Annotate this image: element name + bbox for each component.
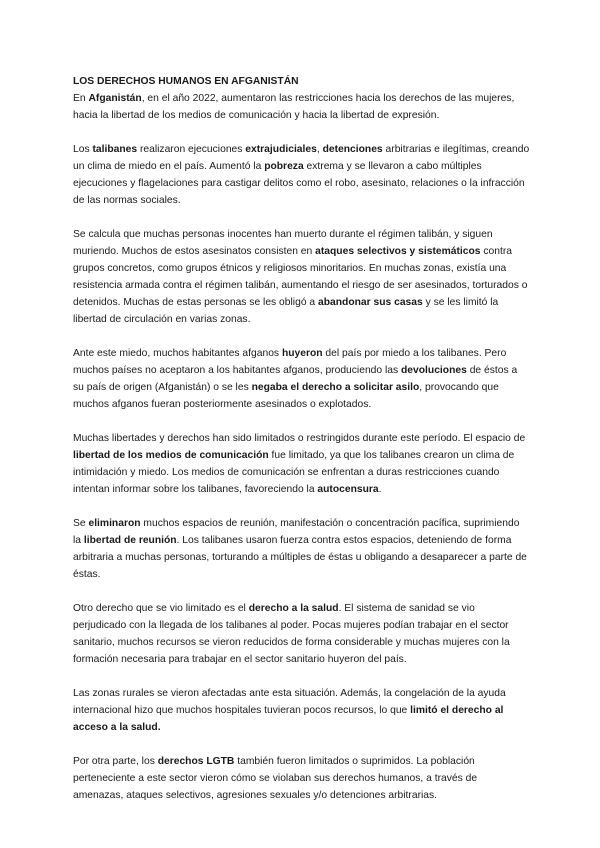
text-run: también fueron limitados o suprimidos. La población perteneciente a este sector vieron cómo se violaban sus derechos humanos, a través de amenazas, ataques selectivos, agresiones sexuales y/o detenciones arbitrarias. [73,756,478,801]
text-run: . Los talibanes usaron fuerza contra estos espacios, deteniendo de forma arbitraria a muchas personas, torturando a múltiples de éstas u obligando a desaparecer a parte de éstas. [73,535,527,580]
bold-text: talibanes [92,144,138,155]
text-run: Las zonas rurales se vieron afectadas ante esta situación. Además, la congelación de la ayuda internacional hizo que muchos hospitales tuvieran pocos recursos, lo que [73,688,506,716]
paragraph-3 [73,226,530,328]
paragraph-7 [73,600,530,668]
paragraph-4 [73,345,530,413]
text-run: muchos espacios de reunión, manifestación o concentración pacífica, suprimiendo la [73,518,520,546]
bold-text: libertad de los medios de comunicación [73,450,269,461]
bold-text: pobreza [264,161,304,172]
bold-text: huyeron [281,348,323,359]
bold-text: derechos LGTB [157,756,235,767]
text-run: Se calcula que muchas personas inocentes han muerto durante el régimen talibán, y siguen muriendo. Muchos de estos asesinatos consisten en [73,229,493,257]
text-run: En [73,93,89,104]
bold-text: eliminaron [88,518,141,529]
bold-text: Afganistán [88,93,142,104]
bold-text: ataques selectivos y sistemáticos [315,246,481,257]
paragraph-1 [73,90,530,124]
text-run: extrema y se llevaron a cabo múltiples ejecuciones y flagelaciones para castigar delitos como el robo, asesinato, relaciones o la infracción de las normas sociales. [73,161,525,206]
text-run: , en el año 2022, aumentaron las restricciones hacia los derechos de las mujeres, hacia la libertad de los medios de comunicación y hacia la libertad de expresión. [73,93,515,121]
text-run: Muchas libertades y derechos han sido limitados o restringidos durante este período. El espacio de [73,433,526,444]
bold-text: devoluciones [401,365,467,376]
paragraph-2 [73,141,530,209]
text-run: . [378,484,382,495]
text-run: realizaron ejecuciones [137,144,246,155]
text-run: Otro derecho que se vio limitado es el [73,603,249,614]
text-run: arbitrarias e ilegítimas, creando un clima de miedo en el país. Aumentó la [73,144,530,172]
text-run: Se [73,518,89,529]
text-run: Ante este miedo, muchos habitantes afganos [73,348,282,359]
text-run: contra grupos concretos, como grupos étnicos y religiosos minoritarios. En muchas zonas, existía una resistencia armada contra el régimen talibán, aumentando el riesgo de ser asesinados, torturados o detenidos. Muchas de estas personas se les obligó a [73,246,528,308]
bold-text: detenciones [322,144,383,155]
paragraph-9 [73,753,530,804]
text-run: , provocando que muchos afganos fueran posteriormente asesinados o explotados. [73,382,499,410]
text-run: fue limitado, ya que los talibanes crearon un clima de intimidación y miedo. Los medios de comunicación se enfrentan a duras restricciones cuando intentan informar sobre los talibanes, favoreciendo la [73,450,515,495]
text-run: Por otra parte, los [73,756,158,767]
bold-text: abandonar sus casas [318,297,423,308]
bold-text: limitó el derecho al acceso a la salud. [73,705,504,733]
bold-text: extrajudiciales [245,144,317,155]
text-run: de éstos a su país de origen (Afganistán) o se les [73,365,518,393]
text-run: y se les limitó la libertad de circulación en varias zonas. [73,297,499,325]
paragraph-8 [73,685,530,736]
bold-text: autocensura [317,484,379,495]
bold-text: libertad de reunión [83,535,177,546]
text-run: , [316,144,323,155]
text-run: del país por miedo a los talibanes. Pero muchos países no aceptaron a los habitantes afganos, produciendo las [73,348,507,376]
document-body [73,90,530,804]
paragraph-5 [73,430,530,498]
document-title: LOS DERECHOS HUMANOS EN AFGANISTÁN [73,76,299,87]
paragraph-6 [73,515,530,583]
bold-text: derecho a la salud [248,603,339,614]
bold-text: negaba el derecho a solicitar asilo [251,382,420,393]
text-run: Los [73,144,93,155]
text-run: . El sistema de sanidad se vio perjudicado con la llegada de los talibanes al poder. Pocas mujeres podían trabajar en el sector sanitario, muchos recursos se vieron reducidos de forma considerable y muchas mujeres con la formación necesaria para trabajar en el sector sanitario huyeron del país. [73,603,510,665]
